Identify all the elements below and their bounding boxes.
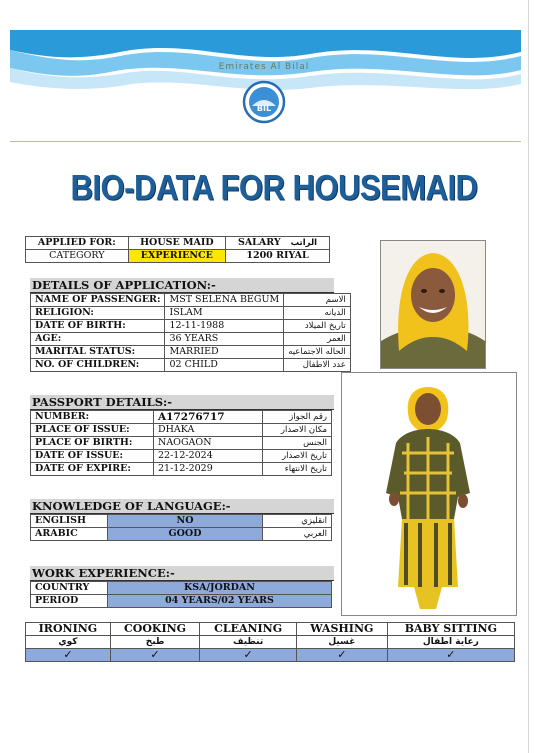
details-table	[30, 293, 351, 372]
table-row	[31, 595, 332, 608]
language-label: ARABIC	[31, 528, 108, 541]
passport-label-ar: تاريخ الاصدار	[263, 450, 332, 463]
header-divider	[10, 141, 521, 142]
salary-label-en: SALARY	[237, 237, 281, 248]
detail-value: MST SELENA BEGUM	[165, 294, 284, 307]
passport-value: A17276717	[154, 411, 263, 424]
detail-label: MARITAL STATUS:	[31, 346, 165, 359]
passport-table	[30, 410, 332, 476]
check-icon: ✓	[26, 649, 111, 662]
passport-value: DHAKA	[154, 424, 263, 437]
work-label: PERIOD	[31, 595, 108, 608]
detail-value: 12-11-1988	[165, 320, 284, 333]
table-row	[31, 437, 332, 450]
language-label-ar: العربي	[263, 528, 332, 541]
language-label: ENGLISH	[31, 515, 108, 528]
detail-label-ar: الحاله الاجتماعيه	[284, 346, 351, 359]
table-row	[31, 307, 351, 320]
table-row	[31, 294, 351, 307]
table-row	[31, 515, 332, 528]
detail-label-ar: الديانه	[284, 307, 351, 320]
skill-label: WASHING	[297, 623, 388, 636]
table-row	[31, 359, 351, 372]
passport-label: DATE OF EXPIRE:	[31, 463, 154, 476]
detail-label: AGE:	[31, 333, 165, 346]
skill-label-ar: طبخ	[110, 636, 199, 649]
table-row	[31, 320, 351, 333]
detail-label: DATE OF BIRTH:	[31, 320, 165, 333]
skill-label-ar: كوي	[26, 636, 111, 649]
detail-label-ar: العمر	[284, 333, 351, 346]
passport-value: 21-12-2029	[154, 463, 263, 476]
passport-label: PLACE OF ISSUE:	[31, 424, 154, 437]
applied-for-label: APPLIED FOR:	[26, 237, 129, 250]
skill-label-ar: تنظيف	[200, 636, 297, 649]
work-value: KSA/JORDAN	[108, 582, 332, 595]
detail-label: NAME OF PASSENGER:	[31, 294, 165, 307]
skill-label: BABY SITTING	[387, 623, 514, 636]
skill-label-ar: غسيل	[297, 636, 388, 649]
table-row	[31, 411, 332, 424]
passport-value: NAOGAON	[154, 437, 263, 450]
check-icon: ✓	[297, 649, 388, 662]
passport-label: DATE OF ISSUE:	[31, 450, 154, 463]
passport-label-ar: تاريخ الانتهاء	[263, 463, 332, 476]
language-heading: KNOWLEDGE OF LANGUAGE:-	[30, 499, 334, 514]
language-level: GOOD	[108, 528, 263, 541]
category-label: CATEGORY	[26, 250, 129, 263]
skills-ar-row	[26, 636, 515, 649]
check-icon: ✓	[387, 649, 514, 662]
table-row	[31, 424, 332, 437]
salary-label	[226, 237, 330, 250]
circle-logo-icon	[242, 80, 286, 124]
detail-label: NO. OF CHILDREN:	[31, 359, 165, 372]
applied-for-row	[26, 237, 330, 250]
check-icon: ✓	[110, 649, 199, 662]
table-row	[31, 528, 332, 541]
detail-value: ISLAM	[165, 307, 284, 320]
detail-value: 02 CHILD	[165, 359, 284, 372]
table-row	[31, 450, 332, 463]
work-label: COUNTRY	[31, 582, 108, 595]
category-value: EXPERIENCE	[128, 250, 225, 263]
check-icon: ✓	[200, 649, 297, 662]
application-table	[25, 236, 330, 263]
skills-table	[25, 622, 515, 662]
salary-value: 1200 RIYAL	[226, 250, 330, 263]
full-body-photo	[341, 372, 517, 616]
work-table	[30, 581, 332, 608]
table-row	[31, 463, 332, 476]
skill-label: IRONING	[26, 623, 111, 636]
applied-for-value: HOUSE MAID	[128, 237, 225, 250]
skills-check-row	[26, 649, 515, 662]
skill-label: CLEANING	[200, 623, 297, 636]
detail-label-ar: الاسم	[284, 294, 351, 307]
details-heading: DETAILS OF APPLICATION:-	[30, 278, 334, 293]
category-row	[26, 250, 330, 263]
passport-label: PLACE OF BIRTH:	[31, 437, 154, 450]
language-label-ar: انقليزي	[263, 515, 332, 528]
detail-label-ar: عدد الاطفال	[284, 359, 351, 372]
detail-value: MARRIED	[165, 346, 284, 359]
table-row	[31, 333, 351, 346]
passport-label-ar: مكان الاصدار	[263, 424, 332, 437]
language-table	[30, 514, 332, 541]
passport-value: 22-12-2024	[154, 450, 263, 463]
skill-label: COOKING	[110, 623, 199, 636]
table-row	[31, 346, 351, 359]
passport-label-ar: رقم الجواز	[263, 411, 332, 424]
skills-en-row	[26, 623, 515, 636]
portrait-photo	[380, 240, 486, 369]
skill-label-ar: رعاية اطفال	[387, 636, 514, 649]
detail-value: 36 YEARS	[165, 333, 284, 346]
passport-label: NUMBER:	[31, 411, 154, 424]
detail-label-ar: تاريخ الميلاد	[284, 320, 351, 333]
passport-label-ar: الجنس	[263, 437, 332, 450]
table-row	[31, 582, 332, 595]
work-value: 04 YEARS/02 YEARS	[108, 595, 332, 608]
passport-heading: PASSPORT DETAILS:-	[30, 395, 334, 410]
work-heading: WORK EXPERIENCE:-	[30, 566, 334, 581]
logo-initials: BIL	[256, 104, 272, 113]
page-title: BIO-DATA FOR HOUSEMAID	[70, 167, 478, 208]
logo-text: Emirates Al Bilal	[218, 62, 310, 72]
language-level: NO	[108, 515, 263, 528]
salary-label-ar: الراتب	[290, 238, 318, 248]
detail-label: RELIGION:	[31, 307, 165, 320]
